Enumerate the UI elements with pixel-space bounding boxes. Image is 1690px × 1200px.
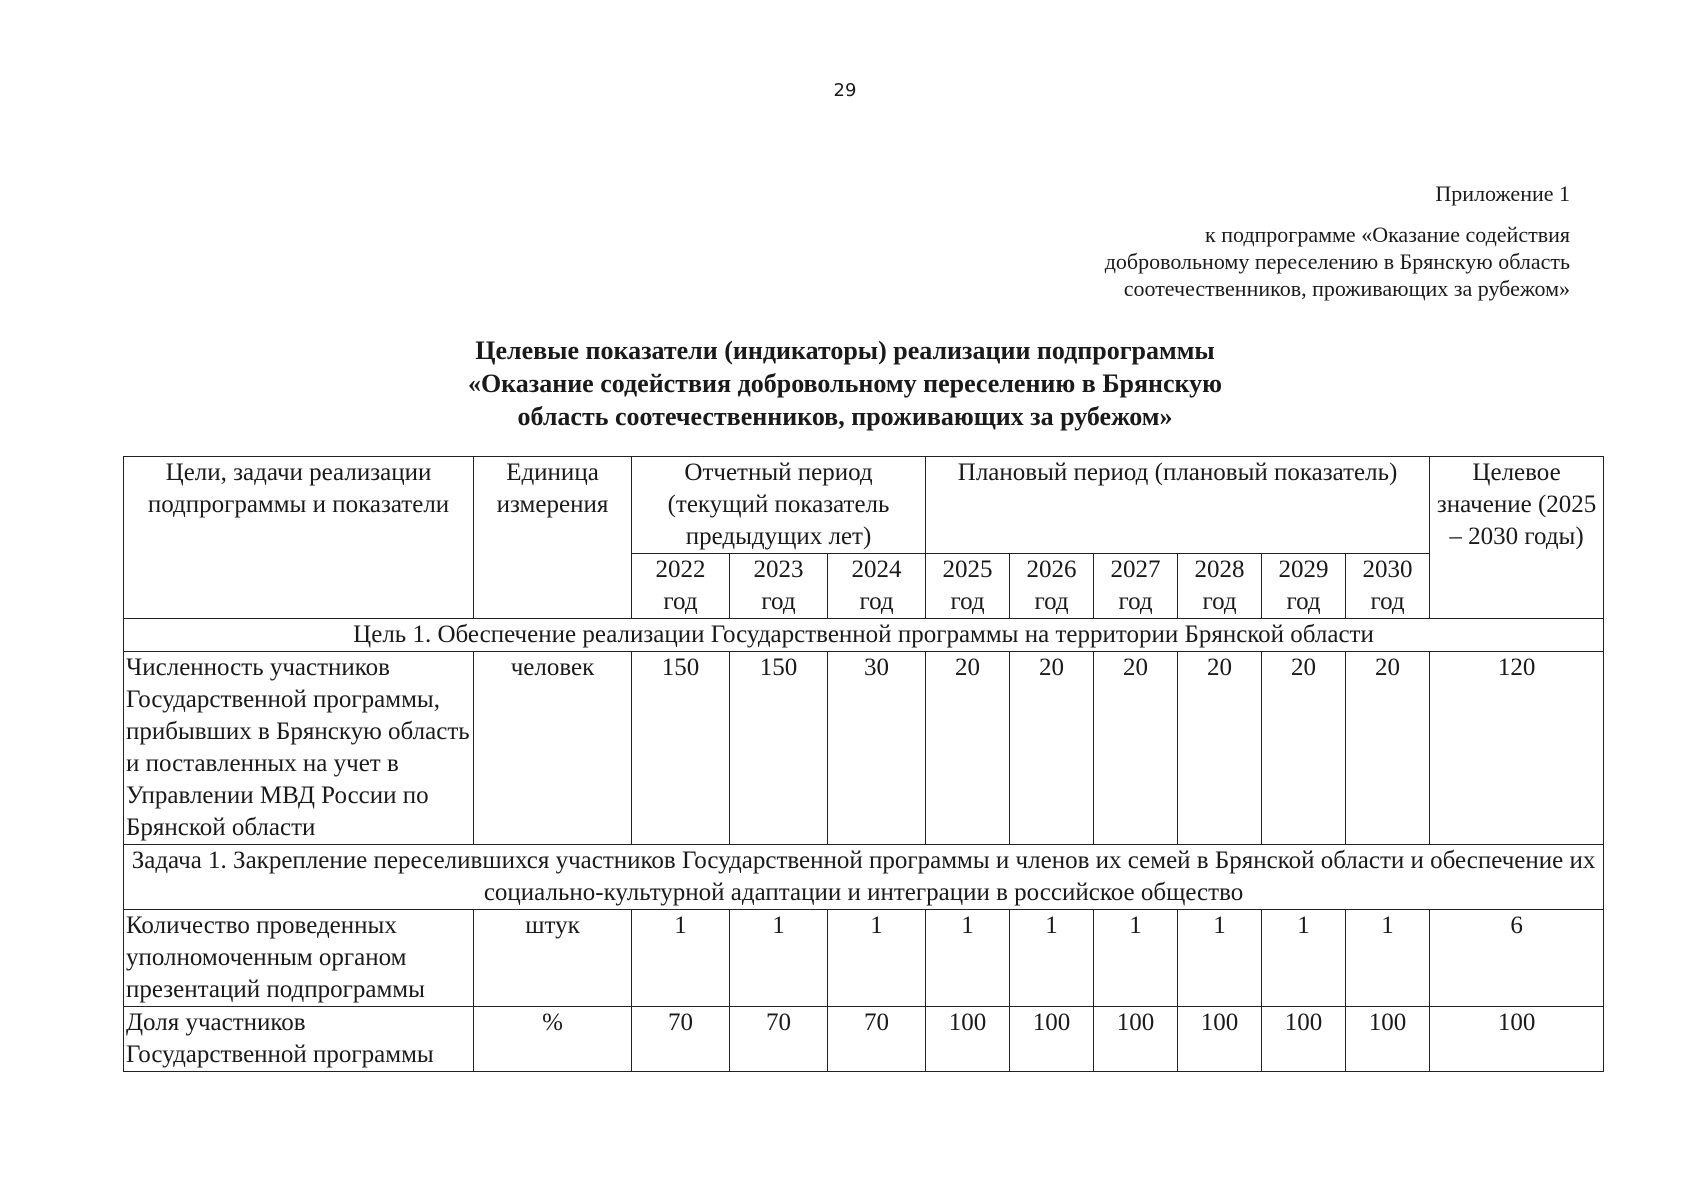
year-suffix: год: [859, 588, 894, 615]
appendix-block: [1105, 180, 1570, 302]
year-header: [828, 554, 926, 619]
year-suffix: год: [950, 588, 985, 615]
header-reporting-period: Отчетный период (текущий показатель предыдущих лет): [632, 457, 926, 554]
header-unit: Единица измерения: [474, 457, 632, 619]
indicator-row: [124, 1007, 1604, 1072]
value-cell: 1: [1010, 910, 1094, 1007]
target-cell: 100: [1430, 1007, 1604, 1072]
indicator-row: [124, 652, 1604, 845]
title-line: Целевые показатели (индикаторы) реализации подпрограммы: [475, 336, 1215, 365]
appendix-number: Приложение 1: [1435, 181, 1570, 206]
year-suffix: год: [1034, 588, 1069, 615]
year-value: 2026: [1026, 556, 1077, 583]
indicators-table: [123, 456, 1604, 1072]
value-cell: 1: [1178, 910, 1262, 1007]
value-cell: 20: [1094, 652, 1178, 845]
value-cell: 1: [1346, 910, 1430, 1007]
section-row: [124, 845, 1604, 910]
year-value: 2030: [1362, 556, 1413, 583]
value-cell: 70: [632, 1007, 730, 1072]
unit-cell: человек: [474, 652, 632, 845]
header-target-value: Целевое значение (2025 – 2030 годы): [1430, 457, 1604, 619]
value-cell: 20: [1262, 652, 1346, 845]
document-title: [0, 334, 1690, 433]
value-cell: 20: [1346, 652, 1430, 845]
year-value: 2029: [1278, 556, 1329, 583]
header-goals: Цели, задачи реализации подпрограммы и показатели: [124, 457, 474, 619]
value-cell: 1: [1094, 910, 1178, 1007]
year-value: 2027: [1110, 556, 1161, 583]
value-cell: 100: [926, 1007, 1010, 1072]
title-line: область соотечественников, проживающих за рубежом»: [517, 402, 1173, 431]
section-row: [124, 619, 1604, 652]
year-value: 2023: [753, 556, 804, 583]
value-cell: 100: [1178, 1007, 1262, 1072]
year-header: [632, 554, 730, 619]
value-cell: 20: [1178, 652, 1262, 845]
section-title: Цель 1. Обеспечение реализации Государственной программы на территории Брянской области: [124, 619, 1604, 652]
page-number: 29: [833, 80, 857, 101]
indicator-name: Численность участников Государственной программы, прибывших в Брянскую область и поставленных на учет в Управлении МВД России по Брянской области: [124, 652, 474, 845]
year-value: 2025: [942, 556, 993, 583]
value-cell: 20: [1010, 652, 1094, 845]
target-cell: 120: [1430, 652, 1604, 845]
value-cell: 30: [828, 652, 926, 845]
year-header: [730, 554, 828, 619]
section-title: Задача 1. Закрепление переселившихся участников Государственной программы и членов их семей в Брянской области и обеспечение их социально-культурной адаптации и интеграции в российское общество: [124, 845, 1604, 910]
value-cell: 100: [1010, 1007, 1094, 1072]
year-value: 2024: [851, 556, 902, 583]
value-cell: 150: [730, 652, 828, 845]
table-body: [124, 619, 1604, 1072]
value-cell: 1: [632, 910, 730, 1007]
appendix-line: добровольному переселению в Брянскую область: [1104, 249, 1570, 274]
value-cell: 1: [926, 910, 1010, 1007]
value-cell: 1: [1262, 910, 1346, 1007]
unit-cell: штук: [474, 910, 632, 1007]
value-cell: 150: [632, 652, 730, 845]
year-header: [1262, 554, 1346, 619]
year-header: [1010, 554, 1094, 619]
value-cell: 100: [1346, 1007, 1430, 1072]
indicator-row: [124, 910, 1604, 1007]
indicator-name: Количество проведенных уполномоченным органом презентаций подпрограммы: [124, 910, 474, 1007]
header-planned-period: Плановый период (плановый показатель): [926, 457, 1430, 554]
year-header: [1094, 554, 1178, 619]
year-header: [1346, 554, 1430, 619]
value-cell: 100: [1262, 1007, 1346, 1072]
year-suffix: год: [1286, 588, 1321, 615]
appendix-line: соотечественников, проживающих за рубежом»: [1123, 276, 1570, 301]
appendix-line: к подпрограмме «Оказание содействия: [1205, 222, 1570, 247]
year-suffix: год: [1118, 588, 1153, 615]
value-cell: 100: [1094, 1007, 1178, 1072]
value-cell: 70: [828, 1007, 926, 1072]
year-suffix: год: [761, 588, 796, 615]
year-suffix: год: [1370, 588, 1405, 615]
year-header: [1178, 554, 1262, 619]
year-suffix: год: [663, 588, 698, 615]
target-cell: 6: [1430, 910, 1604, 1007]
unit-cell: %: [474, 1007, 632, 1072]
value-cell: 70: [730, 1007, 828, 1072]
year-value: 2022: [655, 556, 706, 583]
title-line: «Оказание содействия добровольному переселению в Брянскую: [467, 369, 1223, 398]
value-cell: 1: [828, 910, 926, 1007]
value-cell: 20: [926, 652, 1010, 845]
year-value: 2028: [1194, 556, 1245, 583]
year-header: [926, 554, 1010, 619]
value-cell: 1: [730, 910, 828, 1007]
year-suffix: год: [1202, 588, 1237, 615]
indicator-name: Доля участников Государственной программы: [124, 1007, 474, 1072]
